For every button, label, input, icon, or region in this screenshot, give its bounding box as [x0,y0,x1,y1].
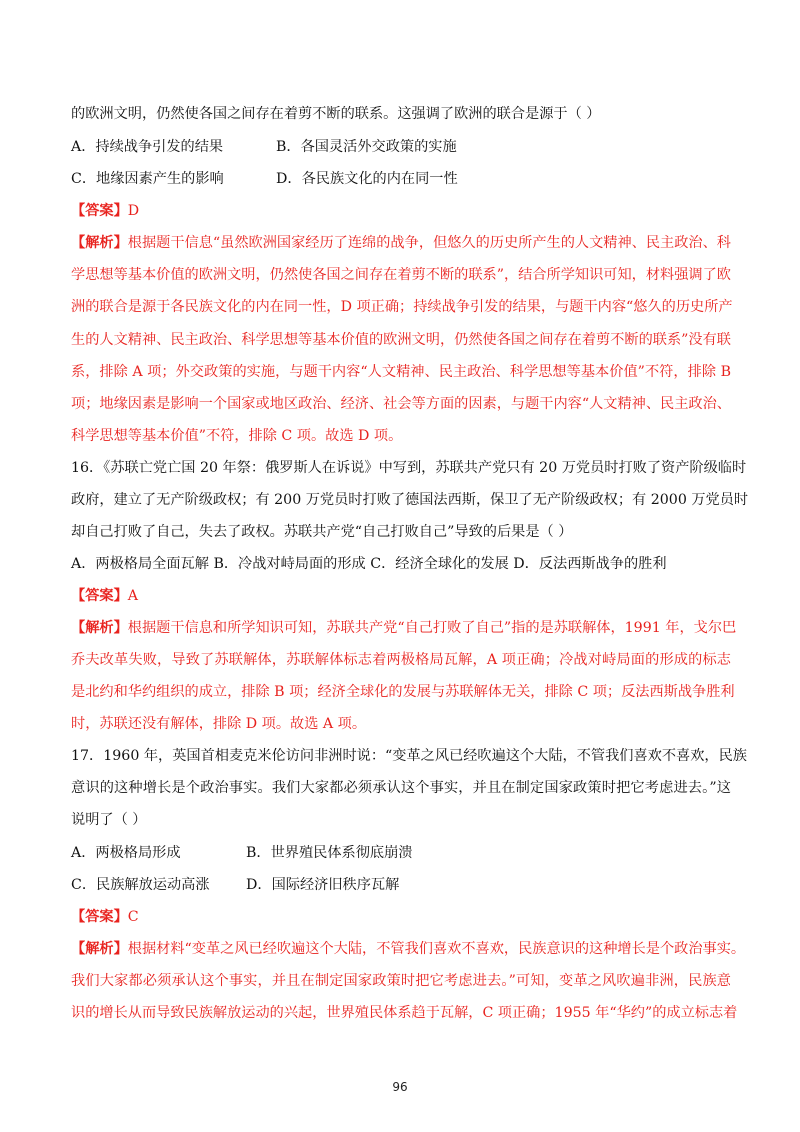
q17-options-row-2 [71,875,731,895]
q15-analysis-line: 系，排除 A 项；外交政策的实施，与题干内容“人文精神、民主政治、科学思想等基本价值”不符，排除 B [71,364,731,380]
q15-analysis-line: 生的人文精神、民主政治、科学思想等基本价值的欧洲文明，仍然使各国之间存在着剪不断的联系”没有联 [71,332,731,348]
q17-analysis-line: 【解析】根据材料“变革之风已经吹遍这个大陆，不管我们喜欢不喜欢，民族意识的这种增长是个政治事实。 [71,941,746,957]
q15-analysis-line: 【解析】根据题干信息“虽然欧洲国家经历了连绵的战争，但悠久的历史所产生的人文精神、民主政治、科 [71,235,731,251]
q15-analysis-line: 学思想等基本价值的欧洲文明，仍然使各国之间存在着剪不断的联系”，结合所学知识可知，材料强调了欧 [71,267,731,283]
q15-option-d: D．各民族文化的内在同一性 [276,171,458,187]
q16-stem-line: 政府，建立了无产阶级政权；有 200 万党员时打败了德国法西斯，保卫了无产阶级政权；有 2000 万党员时 [71,492,749,508]
answer-value: A [127,588,139,604]
q16-analysis-line: 乔夫改革失败，导致了苏联解体，苏联解体标志着两极格局瓦解，A 项正确；冷战对峙局面的形成的标志 [71,652,731,668]
answer-label: 【答案】 [71,588,128,604]
q15-options-row-1 [71,137,731,157]
q17-stem-line: 意识的这种增长是个政治事实。我们大家都必须承认这个事实，并且在制定国家政策时把它考虑进去。”这 [71,780,731,796]
q15-option-c: C．地缘因素产生的影响 [71,171,224,187]
q15-analysis-line: 项；地缘因素是影响一个国家或地区政治、经济、社会等方面的因素，与题干内容“人文精神、民主政治、 [71,396,731,412]
q15-option-a: A．持续战争引发的结果 [71,139,224,155]
q16-analysis-line: 是北约和华约组织的成立，排除 B 项；经济全球化的发展与苏联解体无关，排除 C 项；反法西斯战争胜利 [71,684,735,700]
q15-options-row-2 [71,169,731,189]
q16-options: A．两极格局全面瓦解 B．冷战对峙局面的形成 C．经济全球化的发展 D．反法西斯战争的胜利 [71,556,667,572]
analysis-label: 【解析】 [71,235,128,251]
page-number: 96 [392,1080,408,1094]
answer-label: 【答案】 [71,203,128,219]
q17-analysis-line: 我们大家都必须承认这个事实，并且在制定国家政策时把它考虑进去。”可知，变革之风吹遍非洲，民族意 [71,973,731,989]
answer-label: 【答案】 [71,909,128,925]
q17-option-c: C．民族解放运动高涨 [71,877,210,893]
q15-answer [71,201,731,221]
q16-answer [71,586,731,606]
q17-option-d: D．国际经济旧秩序瓦解 [246,877,400,893]
analysis-label: 【解析】 [71,941,128,957]
q16-analysis-line: 【解析】根据题干信息和所学知识可知，苏联共产党“自己打败了自己”指的是苏联解体，1991 年，戈尔巴 [71,620,737,636]
q16-stem-line: 16．《苏联亡党亡国 20 年祭：俄罗斯人在诉说》中写到，苏联共产党只有 20 万党员时打败了资产阶级临时 [71,460,747,476]
q16-analysis-line: 时，苏联还没有解体，排除 D 项。故选 A 项。 [71,716,367,732]
q17-options-row-1 [71,843,731,863]
q17-option-b: B．世界殖民体系彻底崩溃 [246,845,413,861]
q17-stem-line: 17．1960 年，英国首相麦克米伦访问非洲时说：“变革之风已经吹遍这个大陆，不管我们喜欢不喜欢，民族 [71,748,747,764]
q17-option-a: A．两极格局形成 [71,845,181,861]
q15-stem-tail: 的欧洲文明，仍然使各国之间存在着剪不断的联系。这强调了欧洲的联合是源于（ ） [71,106,601,122]
answer-value: D [127,203,140,219]
q17-analysis-line: 识的增长从而导致民族解放运动的兴起，世界殖民体系趋于瓦解，C 项正确；1955 年“华约”的成立标志着 [71,1005,738,1021]
q15-option-b: B．各国灵活外交政策的实施 [276,139,457,155]
answer-value: C [127,909,139,925]
analysis-label: 【解析】 [71,620,128,636]
q17-stem-line: 说明了（ ） [71,812,147,828]
q16-stem-line: 却自己打败了自己，失去了政权。苏联共产党“自己打败自己”导致的后果是（ ） [71,524,573,540]
q17-answer [71,907,731,927]
q15-analysis-line: 科学思想等基本价值”不符，排除 C 项。故选 D 项。 [71,428,403,444]
q15-analysis-line: 洲的联合是源于各民族文化的内在同一性，D 项正确；持续战争引发的结果，与题干内容“悠久的历史所产 [71,299,733,315]
